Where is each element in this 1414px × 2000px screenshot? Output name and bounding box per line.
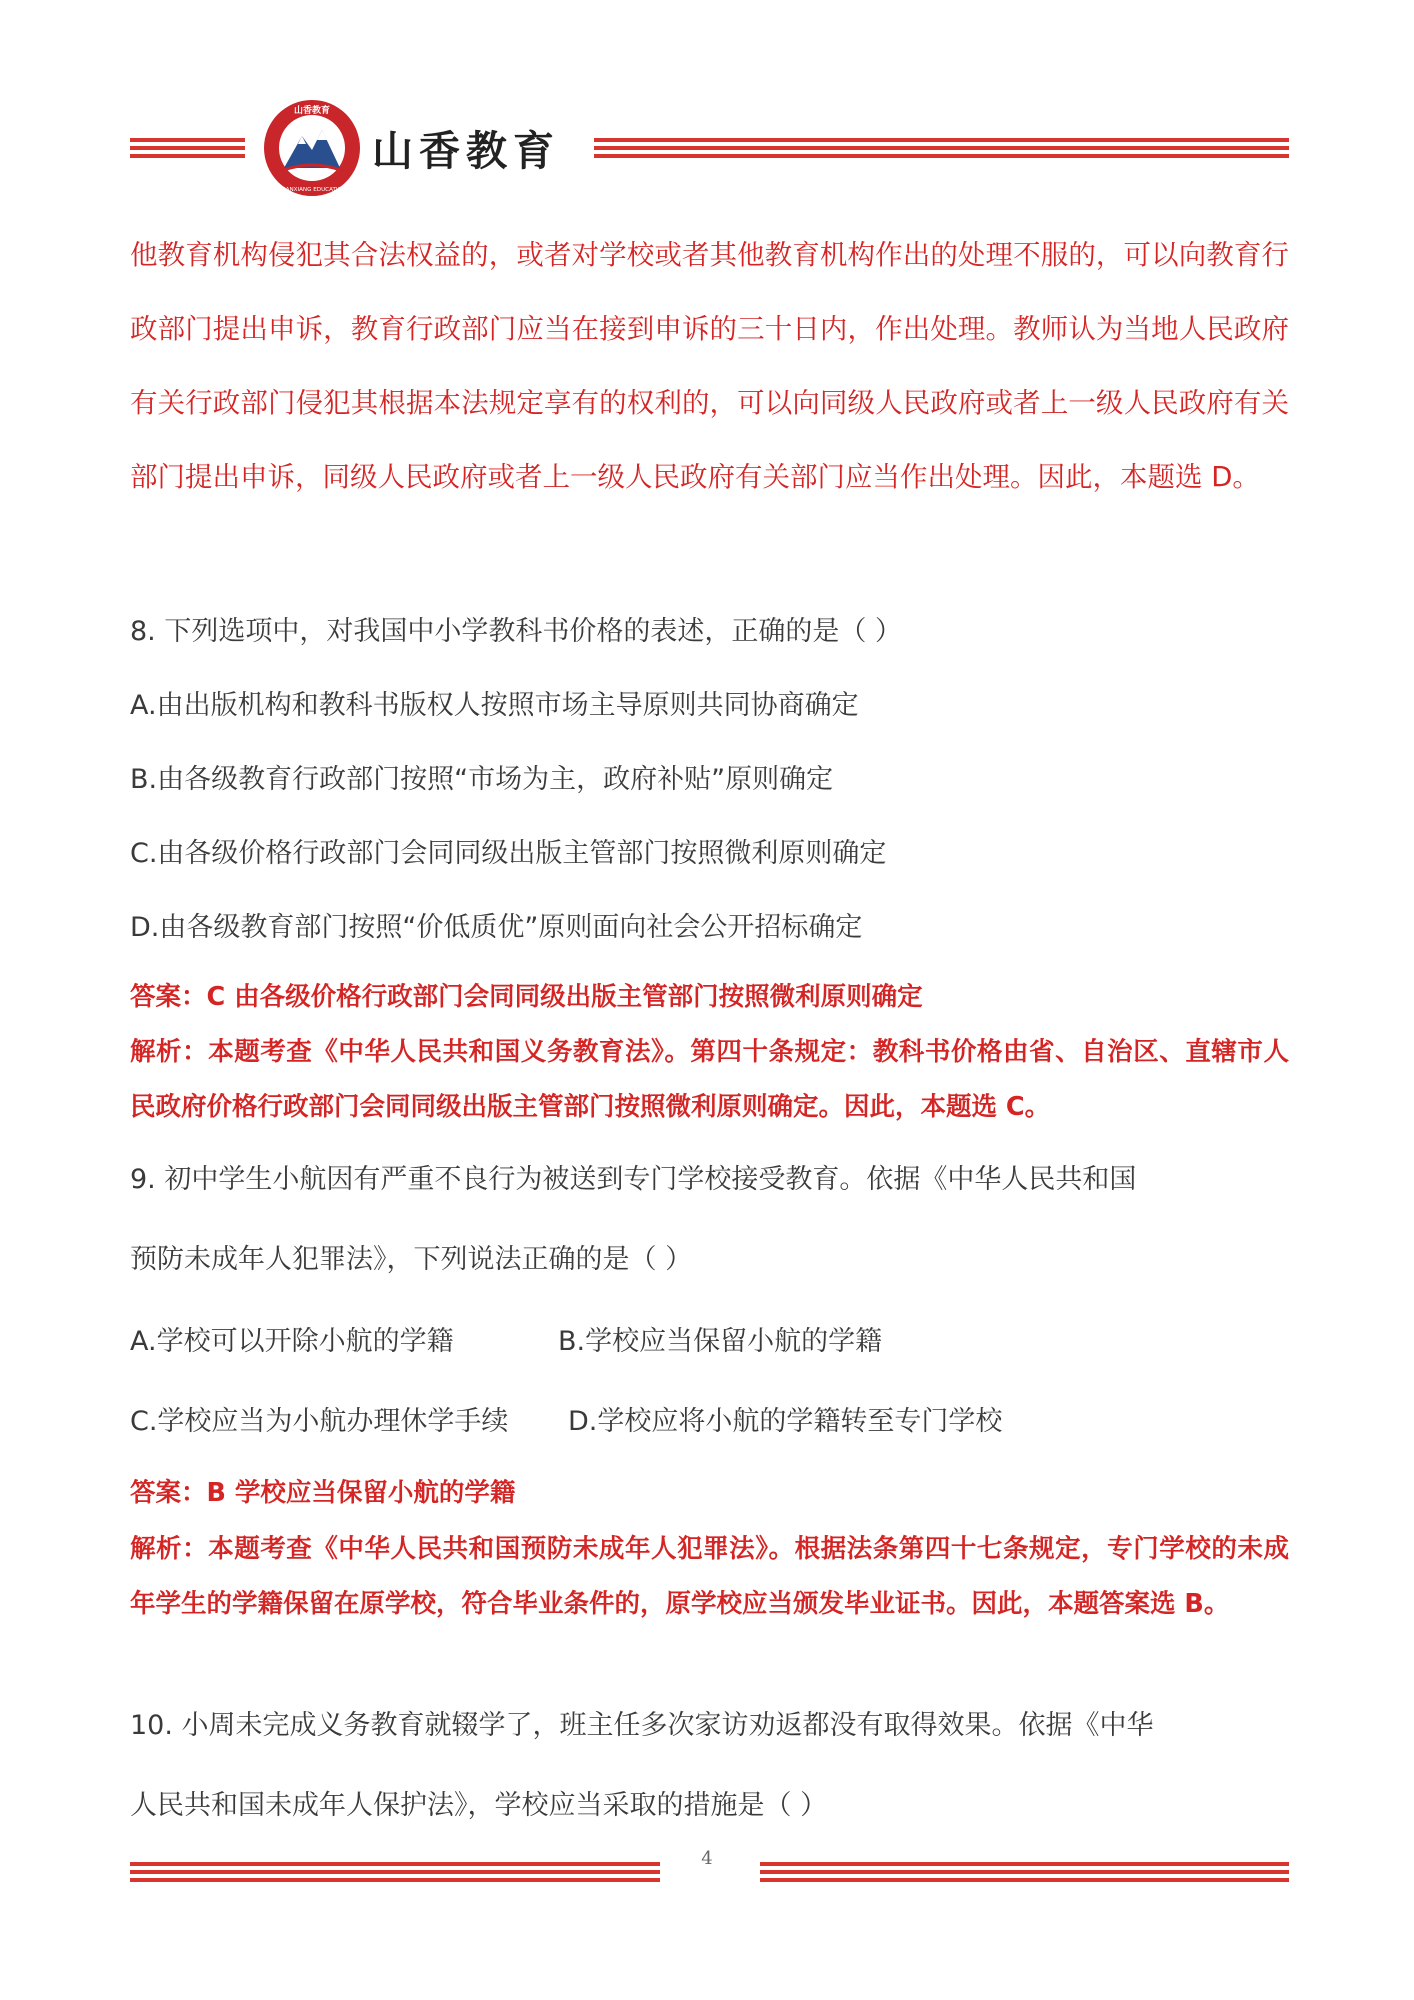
logo-text-top: 山香教育: [293, 106, 331, 116]
q10-stem-line1: 10. 小周未完成义务教育就辍学了，班主任多次家访劝返都没有取得效果。依据《中华: [130, 1710, 1154, 1741]
q9-option-a: A.学校可以开除小航的学籍: [130, 1326, 454, 1357]
q8-stem: 8. 下列选项中，对我国中小学教科书价格的表述，正确的是（ ）: [130, 616, 902, 647]
brand-title: 山香教育: [372, 127, 560, 175]
prev-explanation: 他教育机构侵犯其合法权益的，或者对学校或者其他教育机构作出的处理不服的，可以向教育行政部门提出申诉，教育行政部门应当在接到申诉的三十日内，作出处理。教师认为当地人民政府有关行政部门侵犯其根据本法规定享有的权利的，可以向同级人民政府或者上一级人民政府有关部门提出申诉，同级人民政府或者上一级人民政府有关部门应当作出处理。因此，本题选 D。: [130, 239, 1289, 493]
q8-option-c: C.由各级价格行政部门会同同级出版主管部门按照微利原则确定: [130, 838, 887, 869]
q8-option-d: D.由各级教育部门按照“价低质优”原则面向社会公开招标确定: [130, 912, 863, 943]
q9-stem-line2: 预防未成年人犯罪法》，下列说法正确的是（ ）: [130, 1244, 693, 1275]
q8-analysis: 解析：本题考查《中华人民共和国义务教育法》。第四十条规定：教科书价格由省、自治区、直辖市人民政府价格行政部门会同同级出版主管部门按照微利原则确定。因此，本题选 C。: [130, 1037, 1289, 1122]
q8-answer: 答案：C 由各级价格行政部门会同同级出版主管部门按照微利原则确定: [130, 982, 923, 1012]
logo-text-bottom: SHANXIANG EDUCATION: [277, 187, 347, 193]
q9-stem-line1: 9. 初中学生小航因有严重不良行为被送到专门学校接受教育。依据《中华人民共和国: [130, 1164, 1137, 1195]
q9-option-d: D.学校应将小航的学籍转至专门学校: [568, 1406, 1003, 1437]
q10-stem-line2: 人民共和国未成年人保护法》，学校应当采取的措施是（ ）: [130, 1790, 828, 1821]
logo: [262, 98, 362, 198]
q9-option-b: B.学校应当保留小航的学籍: [558, 1326, 883, 1357]
page-number: 4: [701, 1848, 713, 1869]
header-rule-left: [130, 138, 245, 158]
q9-option-c: C.学校应当为小航办理休学手续: [130, 1406, 509, 1437]
q9-analysis: 解析：本题考查《中华人民共和国预防未成年人犯罪法》。根据法条第四十七条规定，专门学校的未成年学生的学籍保留在原学校，符合毕业条件的，原学校应当颁发毕业证书。因此，本题答案选 B。: [130, 1534, 1289, 1619]
q8-option-a: A.由出版机构和教科书版权人按照市场主导原则共同协商确定: [130, 690, 859, 721]
q9-answer: 答案：B 学校应当保留小航的学籍: [130, 1478, 516, 1508]
q8-option-b: B.由各级教育行政部门按照“市场为主，政府补贴”原则确定: [130, 764, 834, 795]
header-rule-right: [594, 138, 1289, 158]
